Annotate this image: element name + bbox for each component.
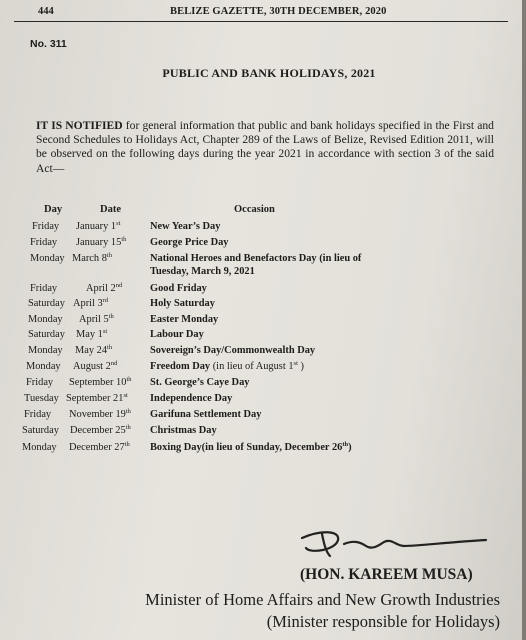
row-occasion: St. George’s Caye Day (150, 377, 250, 388)
signatory-title-line2: (Minister responsible for Holidays) (266, 612, 500, 631)
column-header-day: Day (44, 204, 63, 215)
row-date: August 2nd (73, 360, 118, 372)
row-day: Tuesday (24, 393, 59, 404)
row-date: April 2nd (86, 282, 123, 294)
intro-lead: IT IS NOTIFIED (36, 119, 123, 132)
signatory-title-line1: Minister of Home Affairs and New Growth Industries (145, 590, 500, 609)
row-occasion: New Year’s Day (150, 221, 221, 232)
row-day: Saturday (28, 329, 65, 340)
notice-title: PUBLIC AND BANK HOLIDAYS, 2021 (162, 66, 376, 80)
row-occasion: Independence Day (150, 393, 233, 404)
row-day: Monday (28, 345, 63, 356)
row-day: Saturday (22, 425, 59, 436)
row-occasion: Sovereign’s Day/Commonwealth Day (150, 345, 316, 356)
signature-mark (300, 524, 490, 562)
notice-intro (36, 119, 494, 176)
row-date: May 1st (76, 328, 108, 340)
row-occasion: Holy Saturday (150, 298, 215, 309)
row-date: September 10th (69, 376, 132, 388)
row-occasion: Boxing Day(in lieu of Sunday, December 26th) (150, 441, 352, 453)
row-occasion: National Heroes and Benefactors Day (in lieu of Tuesday, March 9, 2021 (150, 253, 362, 277)
page-number: 444 (38, 6, 54, 17)
notice-number: No. 311 (30, 38, 67, 50)
row-day: Monday (22, 442, 57, 453)
row-day: Friday (32, 221, 60, 232)
column-header-date: Date (100, 204, 121, 215)
row-occasion: Labour Day (150, 329, 204, 340)
signatory-name: (HON. KAREEM MUSA) (300, 566, 473, 583)
row-date: April 3rd (73, 297, 109, 309)
row-date: May 24th (75, 344, 113, 356)
row-day: Friday (26, 377, 54, 388)
row-day: Saturday (28, 298, 65, 309)
row-occasion: Good Friday (150, 283, 207, 294)
row-occasion: Freedom Day (in lieu of August 1st ) (150, 360, 304, 372)
row-date: March 8th (72, 252, 112, 264)
row-occasion: Easter Monday (150, 314, 219, 325)
row-date: January 15th (76, 236, 127, 248)
row-day: Friday (30, 283, 58, 294)
row-date: December 25th (70, 424, 131, 436)
row-day: Friday (24, 409, 52, 420)
row-day: Monday (26, 361, 61, 372)
row-day: Friday (30, 237, 58, 248)
gazette-header (14, 3, 508, 22)
row-day: Monday (28, 314, 63, 325)
row-occasion: Garifuna Settlement Day (150, 409, 262, 420)
row-occasion: George Price Day (150, 237, 229, 248)
intro-body: for general information that public and bank holidays specified in the First and Second Schedules to Holidays Act, Chapter 289 of the Laws of Belize, Revised Edition 2011, will be observed on the following days during the year 2021 in accordance with section 3 of the said Act— (36, 119, 494, 175)
column-header-occasion: Occasion (234, 204, 275, 215)
gazette-title: BELIZE GAZETTE, 30TH DECEMBER, 2020 (170, 6, 387, 17)
signatory-title (145, 589, 500, 633)
row-date: December 27th (69, 441, 130, 453)
row-occasion: Christmas Day (150, 425, 217, 436)
row-date: November 19th (69, 408, 131, 420)
row-day: Monday (30, 253, 65, 264)
row-date: September 21st (66, 392, 128, 404)
row-date: April 5th (79, 313, 114, 325)
row-date: January 1st (76, 220, 121, 232)
